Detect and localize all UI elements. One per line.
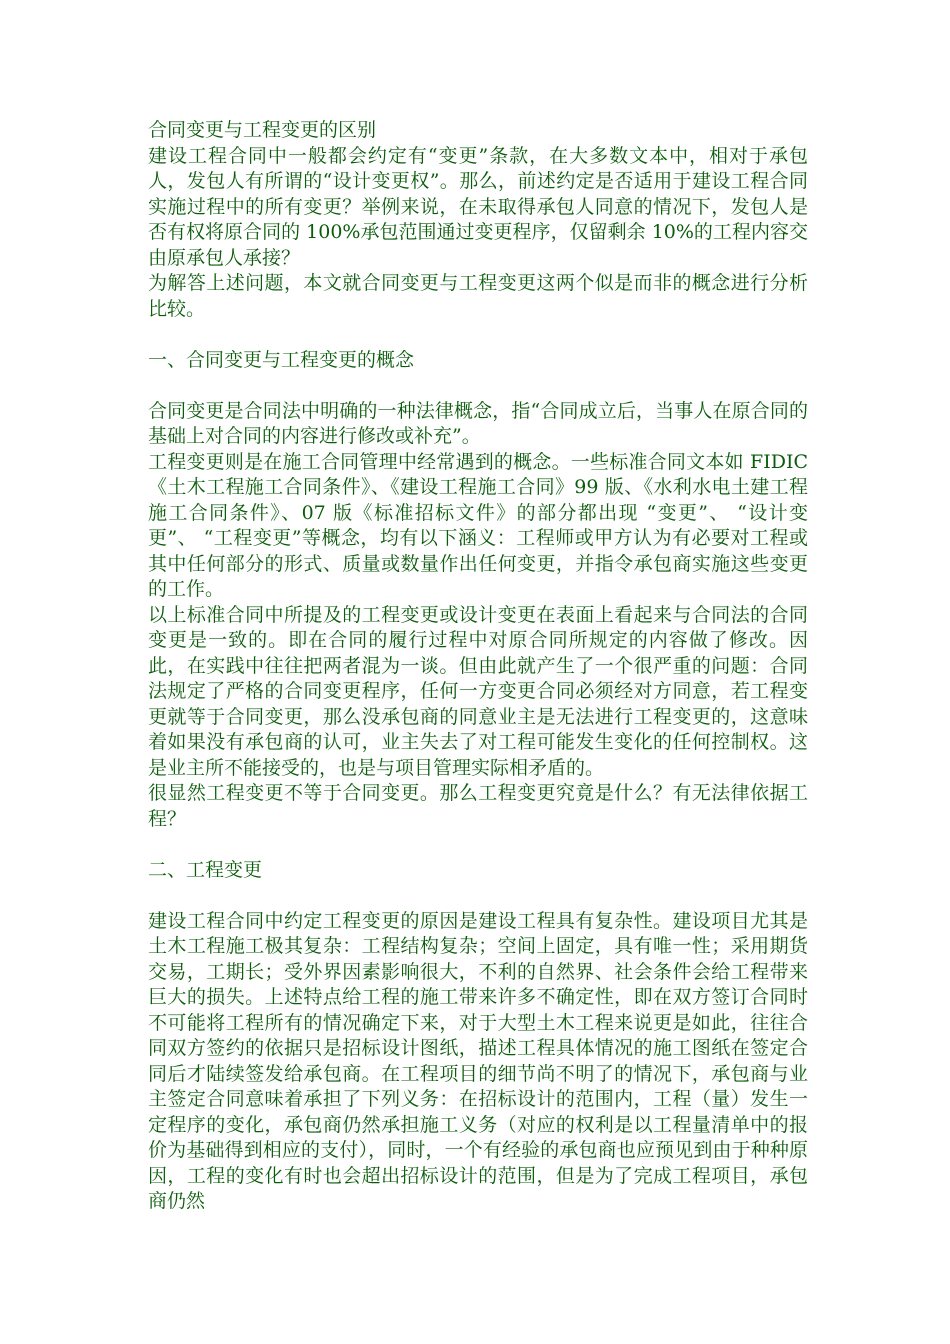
section-1-paragraph-1: 合同变更是合同法中明确的一种法律概念，指“合同成立后，当事人在原合同的基础上对合同的内容进行修改或补充”。 xyxy=(148,399,808,447)
section-2-heading: 二、工程变更 xyxy=(148,858,263,881)
section-1-paragraph-4: 很显然工程变更不等于合同变更。那么工程变更究竟是什么？有无法律依据工程？ xyxy=(148,782,808,830)
intro-paragraph-2: 为解答上述问题，本文就合同变更与工程变更这两个似是而非的概念进行分析比较。 xyxy=(148,272,808,320)
section-1-heading: 一、合同变更与工程变更的概念 xyxy=(148,348,415,371)
section-1-paragraph-3: 以上标准合同中所提及的工程变更或设计变更在表面上看起来与合同法的合同变更是一致的。即在合同的履行过程中对原合同所规定的内容做了修改。因此，在实践中往往把两者混为一谈。但由此就产生了一个很严重的问题：合同法规定了严格的合同变更程序，任何一方变更合同必须经对方同意，若工程变更就等于合同变更，那么没承包商的同意业主是无法进行工程变更的，这意味着如果没有承包商的认可，业主失去了对工程可能发生变化的任何控制权。这是业主所不能接受的，也是与项目管理实际相矛盾的。 xyxy=(148,603,808,779)
intro-paragraph-1: 建设工程合同中一般都会约定有“变更”条款，在大多数文本中，相对于承包人，发包人有所谓的“设计变更权”。那么，前述约定是否适用于建设工程合同实施过程中的所有变更？举例来说，在未取得承包人同意的情况下，发包人是否有权将原合同的 100%承包范围通过变更程序，仅留剩余 10%的工程内容交由原承包人承接？ xyxy=(148,144,808,269)
section-1-paragraph-2: 工程变更则是在施工合同管理中经常遇到的概念。一些标准合同文本如 FIDIC《土木工程施工合同条件》、《建设工程施工合同》99 版、《水利水电土建工程施工合同条件》、07 版《标准招标文件》的部分都出现 “变更”、 “设计变更”、 “工程变更”等概念，均有以下涵义：工程师或甲方认为有必要对工程或其中任何部分的形式、质量或数量作出任何变更，并指令承包商实施这些变更的工作。 xyxy=(148,450,808,600)
section-2-paragraph-1: 建设工程合同中约定工程变更的原因是建设工程具有复杂性。建设项目尤其是土木工程施工极其复杂：工程结构复杂；空间上固定，具有唯一性；采用期货交易，工期长；受外界因素影响很大，不利的自然界、社会条件会给工程带来巨大的损失。上述特点给工程的施工带来许多不确定性，即在双方签订合同时不可能将工程所有的情况确定下来，对于大型土木工程来说更是如此，往往合同双方签约的依据只是招标设计图纸，描述工程具体情况的施工图纸在签定合同后才陆续签发给承包商。在工程项目的细节尚不明了的情况下，承包商与业主签定合同意味着承担了下列义务：在招标设计的范围内，工程（量）发生一定程序的变化，承包商仍然承担施工义务（对应的权利是以工程量清单中的报价为基础得到相应的支付），同时，一个有经验的承包商也应预见到由于种种原因，工程的变化有时也会超出招标设计的范围，但是为了完成工程项目，承包商仍然 xyxy=(148,909,808,1212)
document-body xyxy=(148,118,808,1215)
spacer xyxy=(148,832,808,858)
document-title: 合同变更与工程变更的区别 xyxy=(148,119,377,141)
spacer xyxy=(148,373,808,399)
spacer xyxy=(148,322,808,348)
spacer xyxy=(148,883,808,909)
